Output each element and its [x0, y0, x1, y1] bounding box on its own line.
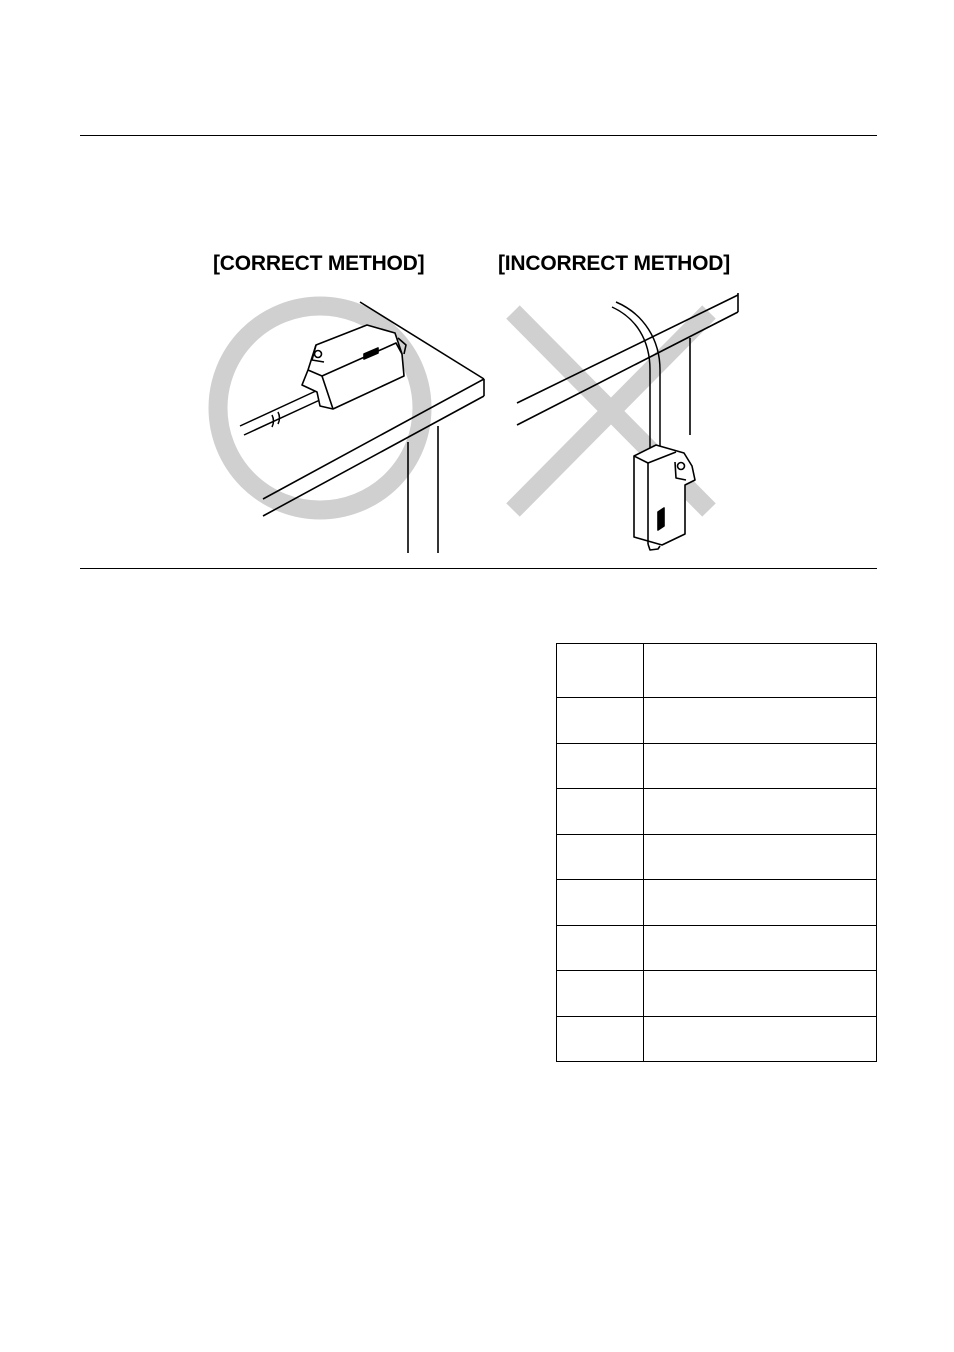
table-cell — [557, 926, 644, 971]
table-cell — [557, 880, 644, 926]
correct-method-caption: [CORRECT METHOD] — [213, 252, 425, 275]
correct-method-drawing — [218, 302, 484, 553]
table-cell — [644, 698, 877, 744]
table-cell — [557, 789, 644, 835]
table-row — [557, 926, 877, 971]
table-cell — [644, 644, 877, 698]
mounting-illustration — [200, 285, 760, 560]
table-cell — [557, 698, 644, 744]
table-cell — [557, 644, 644, 698]
table-cell — [644, 971, 877, 1017]
incorrect-method-drawing — [513, 293, 738, 550]
table-cell — [557, 744, 644, 789]
table-row — [557, 835, 877, 880]
table-cell — [644, 880, 877, 926]
table-cell — [644, 835, 877, 880]
table-cell — [557, 971, 644, 1017]
table-row — [557, 971, 877, 1017]
table-cell — [644, 1017, 877, 1062]
table-row — [557, 789, 877, 835]
top-divider — [80, 135, 877, 136]
device-correct — [302, 325, 406, 409]
table-row — [557, 1017, 877, 1062]
spec-table — [556, 643, 877, 1062]
table-row — [557, 644, 877, 698]
table-cell — [644, 926, 877, 971]
table-row — [557, 698, 877, 744]
incorrect-method-caption: [INCORRECT METHOD] — [498, 252, 731, 275]
table-row — [557, 744, 877, 789]
bottom-divider — [80, 568, 877, 569]
table-row — [557, 880, 877, 926]
table-cell — [644, 744, 877, 789]
table-cell — [557, 1017, 644, 1062]
table-cell — [644, 789, 877, 835]
table-cell — [557, 835, 644, 880]
cable-correct — [240, 390, 322, 435]
